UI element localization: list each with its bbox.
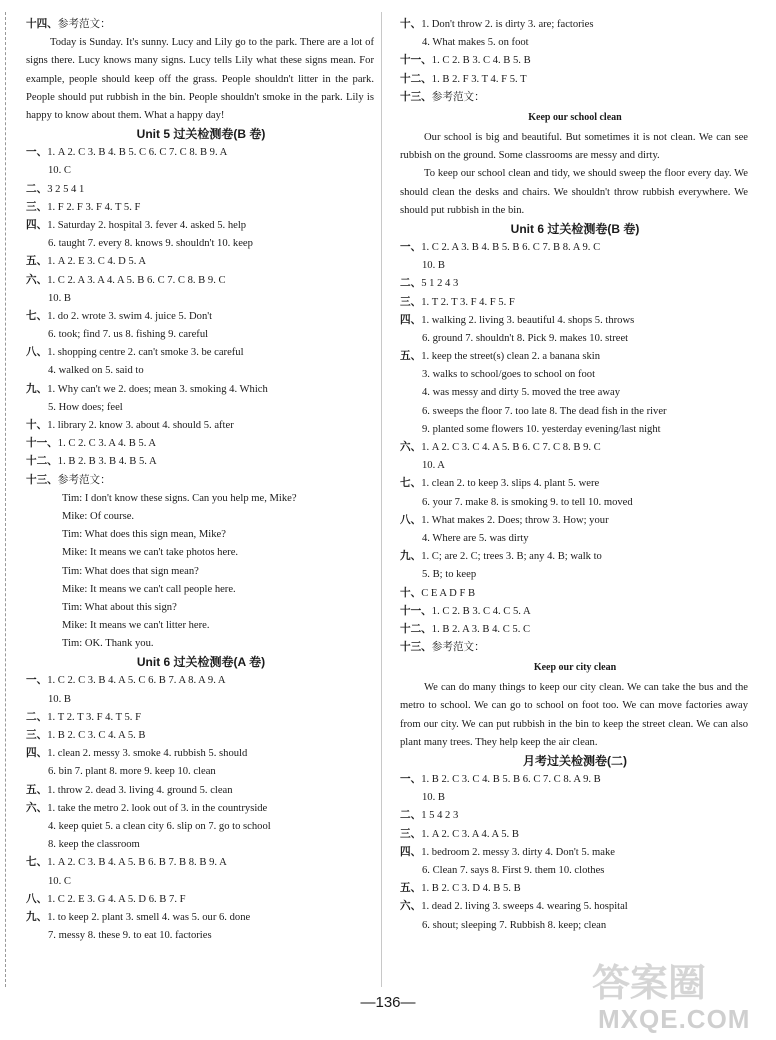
answer-line [26, 854, 376, 872]
answer-text: 1. A 2. C 3. B 4. B 5. C 6. C 7. C 8. B 9. A [47, 147, 228, 159]
dialogue-line: Tim: What does that sign mean? [62, 565, 199, 577]
binding-edge [5, 12, 6, 987]
answer-line [26, 727, 376, 745]
answer-text: 1. C 2. C 3. A 4. B 5. A [57, 438, 157, 450]
answer-text: 1. A 2. C 3. B 4. A 5. B 6. B 7. B 8. B 9. A [47, 857, 227, 869]
answer-line [400, 603, 750, 621]
question-number: 十二、 [26, 456, 58, 468]
question-number: 七、 [26, 857, 48, 869]
answer-text: 1. A 2. C 3. A 4. A 5. B [421, 828, 519, 840]
answer-line [26, 672, 376, 690]
question-number: 八、 [26, 893, 48, 905]
answer-text: 1. C 2. A 3. A 4. A 5. B 6. C 7. C 8. B 9. C [47, 274, 226, 286]
answer-line [26, 181, 376, 199]
answer-line [400, 312, 750, 330]
answer-line [26, 909, 376, 927]
question-number: 一、 [400, 241, 422, 253]
answer-continuation: 6. bin 7. plant 8. more 9. keep 10. clean [48, 766, 216, 778]
question-number: 十三、 [26, 474, 58, 486]
answer-text: 1. C 2. E 3. G 4. A 5. D 6. B 7. F [47, 893, 186, 905]
answer-text: 1. B 2. C 3. C 4. B 5. B 6. C 7. C 8. A 9. B [421, 774, 601, 786]
answer-line [400, 348, 750, 366]
column-divider [381, 12, 382, 987]
left-column [26, 16, 376, 945]
answer-line [400, 89, 750, 107]
answer-line [400, 475, 750, 493]
question-number: 八、 [400, 514, 422, 526]
question-number: 三、 [400, 828, 422, 840]
question-number: 十一、 [400, 605, 432, 617]
question-number: 一、 [26, 147, 48, 159]
answer-line [26, 381, 376, 399]
answer-text: 1. B 2. F 3. T 4. F 5. T [431, 73, 527, 85]
answer-continuation: 4. walked on 5. said to [48, 365, 144, 377]
question-number: 十一、 [400, 55, 432, 67]
question-number: 十、 [26, 420, 48, 432]
dialogue-line: Tim: OK. Thank you. [62, 638, 154, 650]
question-number: 八、 [26, 347, 48, 359]
answer-continuation: 10. B [48, 693, 71, 705]
answer-continuation: 10. C [48, 165, 71, 177]
answer-continuation: 9. planted some flowers 10. yesterday evening/last night [422, 423, 661, 435]
question-number: 十一、 [26, 438, 58, 450]
answer-continuation: 6. ground 7. shouldn't 8. Pick 9. makes 10. street [422, 332, 629, 344]
dialogue-line: Mike: It means we can't litter here. [62, 620, 210, 632]
answer-text: 1. C; are 2. C; trees 3. B; any 4. B; walk to [421, 551, 602, 563]
question-number: 九、 [400, 551, 422, 563]
dialogue-line: Mike: It means we can't take photos here. [62, 547, 239, 559]
question-number: 十、 [400, 19, 422, 30]
section-title: Unit 5 过关检测卷(B 卷) [136, 127, 266, 142]
answer-line [26, 453, 376, 471]
essay-title: Keep our city clean [533, 662, 617, 674]
answer-continuation: 5. How does; feel [48, 401, 123, 413]
answer-text: 参考范文： [431, 642, 485, 654]
page-number: —136— [360, 994, 416, 1011]
question-number: 六、 [26, 274, 48, 286]
answer-text: 1. to keep 2. plant 3. smell 4. was 5. our 6. done [47, 911, 251, 923]
answer-text: 1. Don't throw 2. is dirty 3. are; factories [421, 19, 594, 30]
question-number: 五、 [26, 256, 48, 268]
answer-text: 1. A 2. E 3. C 4. D 5. A [47, 256, 147, 268]
answer-text: 1. B 2. C 3. D 4. B 5. B [421, 883, 521, 895]
answer-continuation: 10. A [422, 460, 445, 472]
answer-text: 1. keep the street(s) clean 2. a banana skin [421, 351, 601, 363]
answer-text: 1. Why can't we 2. does; mean 3. smoking 4. Which [47, 383, 268, 395]
dialogue-line: Mike: Of course. [62, 510, 135, 522]
answer-line [26, 472, 376, 490]
question-number: 一、 [26, 675, 48, 687]
question-number: 六、 [400, 442, 422, 454]
question-number: 一、 [400, 774, 422, 786]
answer-text: 1. B 2. A 3. B 4. C 5. C [431, 623, 531, 635]
answer-text: 1. What makes 2. Does; throw 3. How; your [421, 514, 609, 526]
answer-line [26, 217, 376, 235]
answer-text: 1. dead 2. living 3. sweeps 4. wearing 5. hospital [421, 901, 628, 913]
answer-line [400, 439, 750, 457]
answer-line [26, 144, 376, 162]
question-number: 九、 [26, 383, 48, 395]
answer-text: 1. clean 2. to keep 3. slips 4. plant 5. were [421, 478, 600, 490]
essay-paragraph: We can do many things to keep our city clean. We can take the bus and the metro to school. We can go to school on foot too. We can move factories away from our city. We can put rubbish in the bin to keep the street clean. We can also plant many trees. They help keep the air clean. [400, 682, 748, 748]
answer-line [400, 880, 750, 898]
answer-line [26, 709, 376, 727]
answer-continuation: 6. sweeps the floor 7. too late 8. The dead fish in the river [422, 405, 667, 417]
answer-line [400, 771, 750, 789]
question-number: 十二、 [400, 623, 432, 635]
answer-line [26, 253, 376, 271]
answer-continuation: 3. walks to school/goes to school on foot [422, 369, 596, 381]
watermark-cn: 答案圈 [592, 961, 707, 1005]
answer-line [400, 621, 750, 639]
answer-continuation: 10. C [48, 875, 71, 887]
right-column [400, 16, 750, 935]
answer-line [400, 807, 750, 825]
answer-line [26, 745, 376, 763]
answer-text: 1. T 2. T 3. F 4. F 5. F [421, 296, 515, 308]
question-number: 五、 [400, 351, 422, 363]
answer-line [26, 199, 376, 217]
watermark-logo [580, 948, 770, 1036]
watermark-text: MXQE.COM [598, 1004, 751, 1034]
answer-text: 1. B 2. C 3. C 4. A 5. B [47, 730, 146, 742]
answer-continuation: 6. your 7. make 8. is smoking 9. to tell 10. moved [422, 496, 633, 508]
answer-text: 1. walking 2. living 3. beautiful 4. shops 5. throws [421, 314, 635, 326]
answer-line [400, 639, 750, 657]
question-number: 三、 [26, 201, 48, 213]
answer-line [26, 782, 376, 800]
question-number: 十三、 [400, 642, 432, 654]
essay-paragraph: To keep our school clean and tidy, we should sweep the floor every day. We should clean the desks and chairs. We shouldn't throw rubbish everywhere. We should put rubbish in the bin. [400, 168, 748, 216]
answer-line [400, 898, 750, 916]
answer-text: 1. C 2. C 3. B 4. A 5. C 6. B 7. A 8. A 9. A [47, 675, 226, 687]
answer-continuation: 4. Where are 5. was dirty [422, 532, 529, 544]
answer-text: 参考范文： [57, 19, 111, 30]
answer-line [400, 275, 750, 293]
answer-line [26, 272, 376, 290]
answer-text: 1. B 2. B 3. B 4. B 5. A [57, 456, 157, 468]
answer-text: 1. T 2. T 3. F 4. T 5. F [47, 711, 141, 723]
answer-line [400, 71, 750, 89]
question-number: 三、 [26, 730, 48, 742]
answer-continuation: 4. was messy and dirty 5. moved the tree away [422, 387, 620, 399]
section-title: Unit 6 过关检测卷(A 卷) [136, 655, 266, 670]
question-number: 二、 [26, 183, 48, 195]
answer-text: 5 1 2 4 3 [421, 278, 459, 290]
answer-continuation: 5. B; to keep [422, 569, 477, 581]
question-number: 十三、 [400, 91, 432, 103]
answer-line [400, 16, 750, 34]
answer-text: 1. C 2. B 3. C 4. C 5. A [431, 605, 531, 617]
answer-line [400, 585, 750, 603]
question-number: 十、 [400, 587, 422, 599]
answer-continuation: 4. keep quiet 5. a clean city 6. slip on 7. go to school [48, 820, 271, 832]
answer-text: 1. bedroom 2. messy 3. dirty 4. Don't 5. make [421, 846, 615, 858]
answer-line [26, 308, 376, 326]
answer-continuation: 7. messy 8. these 9. to eat 10. factories [48, 930, 212, 942]
question-number: 四、 [26, 219, 48, 231]
answer-line [26, 891, 376, 909]
answer-line [26, 800, 376, 818]
answer-line [400, 548, 750, 566]
answer-text: 1 5 4 2 3 [421, 810, 459, 822]
answer-continuation: 10. B [422, 792, 445, 804]
question-number: 十二、 [400, 73, 432, 85]
question-number: 六、 [400, 901, 422, 913]
answer-text: 参考范文： [431, 91, 485, 103]
answer-line [26, 344, 376, 362]
answer-line [400, 294, 750, 312]
answer-continuation: 8. keep the classroom [48, 839, 140, 851]
question-number: 五、 [26, 784, 48, 796]
answer-continuation: 6. Clean 7. says 8. First 9. them 10. clothes [422, 865, 605, 877]
answer-text: 参考范文： [57, 474, 111, 486]
answer-line [400, 826, 750, 844]
answer-text: 1. shopping centre 2. can't smoke 3. be careful [47, 347, 244, 359]
answer-text: 1. Saturday 2. hospital 3. fever 4. asked 5. help [47, 219, 247, 231]
dialogue-line: Tim: What does this sign mean, Mike? [62, 529, 226, 541]
question-number: 三、 [400, 296, 422, 308]
answer-text: 1. C 2. B 3. C 4. B 5. B [431, 55, 531, 67]
answer-continuation: 6. shout; sleeping 7. Rubbish 8. keep; clean [422, 919, 607, 931]
essay-paragraph: Our school is big and beautiful. But sometimes it is not clean. We can see rubbish on the ground. Some classrooms are messy and dirty. [400, 131, 748, 162]
question-number: 九、 [26, 911, 48, 923]
answer-text: C E A D F B [421, 587, 476, 599]
answer-text: 3 2 5 4 1 [47, 183, 85, 195]
answer-line [26, 16, 376, 34]
answer-text: 1. throw 2. dead 3. living 4. ground 5. clean [47, 784, 233, 796]
answer-continuation: 10. B [422, 260, 445, 272]
question-number: 六、 [26, 802, 48, 814]
question-number: 四、 [26, 748, 48, 760]
answer-line [400, 512, 750, 530]
question-number: 五、 [400, 883, 422, 895]
dialogue-line: Tim: I don't know these signs. Can you help me, Mike? [62, 492, 297, 504]
essay-paragraph: Today is Sunday. It's sunny. Lucy and Lily go to the park. There are a lot of signs there. Lucy knows many signs. Lucy tells Lily what these signs mean. For example, people should keep off the grass. People shouldn't litter in the park. People should put rubbish in the bin. People shouldn't smoke in the park. Lily is happy to know about them. What a happy day! [26, 37, 374, 121]
question-number: 二、 [26, 711, 48, 723]
dialogue-line: Tim: What about this sign? [62, 601, 177, 613]
answer-line [26, 417, 376, 435]
answer-text: 1. take the metro 2. look out of 3. in the countryside [47, 802, 268, 814]
answer-text: 1. C 2. A 3. B 4. B 5. B 6. C 7. B 8. A 9. C [421, 241, 601, 253]
answer-continuation: 6. took; find 7. us 8. fishing 9. careful [48, 329, 209, 341]
answer-continuation: 10. B [48, 292, 71, 304]
answer-text: 1. A 2. C 3. C 4. A 5. B 6. C 7. C 8. B 9. C [421, 442, 601, 454]
answer-line [26, 435, 376, 453]
question-number: 二、 [400, 278, 422, 290]
question-number: 十四、 [26, 19, 58, 30]
question-number: 二、 [400, 810, 422, 822]
question-number: 七、 [26, 310, 48, 322]
answer-text: 1. do 2. wrote 3. swim 4. juice 5. Don't [47, 310, 213, 322]
answer-continuation: 4. What makes 5. on foot [422, 37, 529, 49]
dialogue-line: Mike: It means we can't call people here. [62, 583, 236, 595]
answer-text: 1. F 2. F 3. F 4. T 5. F [47, 201, 141, 213]
section-title: 月考过关检测卷(二) [523, 754, 627, 769]
question-number: 七、 [400, 478, 422, 490]
question-number: 四、 [400, 846, 422, 858]
essay-title: Keep our school clean [528, 111, 622, 123]
answer-line [400, 239, 750, 257]
section-title: Unit 6 过关检测卷(B 卷) [510, 221, 640, 236]
answer-continuation: 6. taught 7. every 8. knows 9. shouldn't 10. keep [48, 238, 253, 250]
answer-line [400, 844, 750, 862]
answer-text: 1. library 2. know 3. about 4. should 5. after [47, 420, 234, 432]
answer-text: 1. clean 2. messy 3. smoke 4. rubbish 5. should [47, 748, 248, 760]
question-number: 四、 [400, 314, 422, 326]
answer-line [400, 52, 750, 70]
